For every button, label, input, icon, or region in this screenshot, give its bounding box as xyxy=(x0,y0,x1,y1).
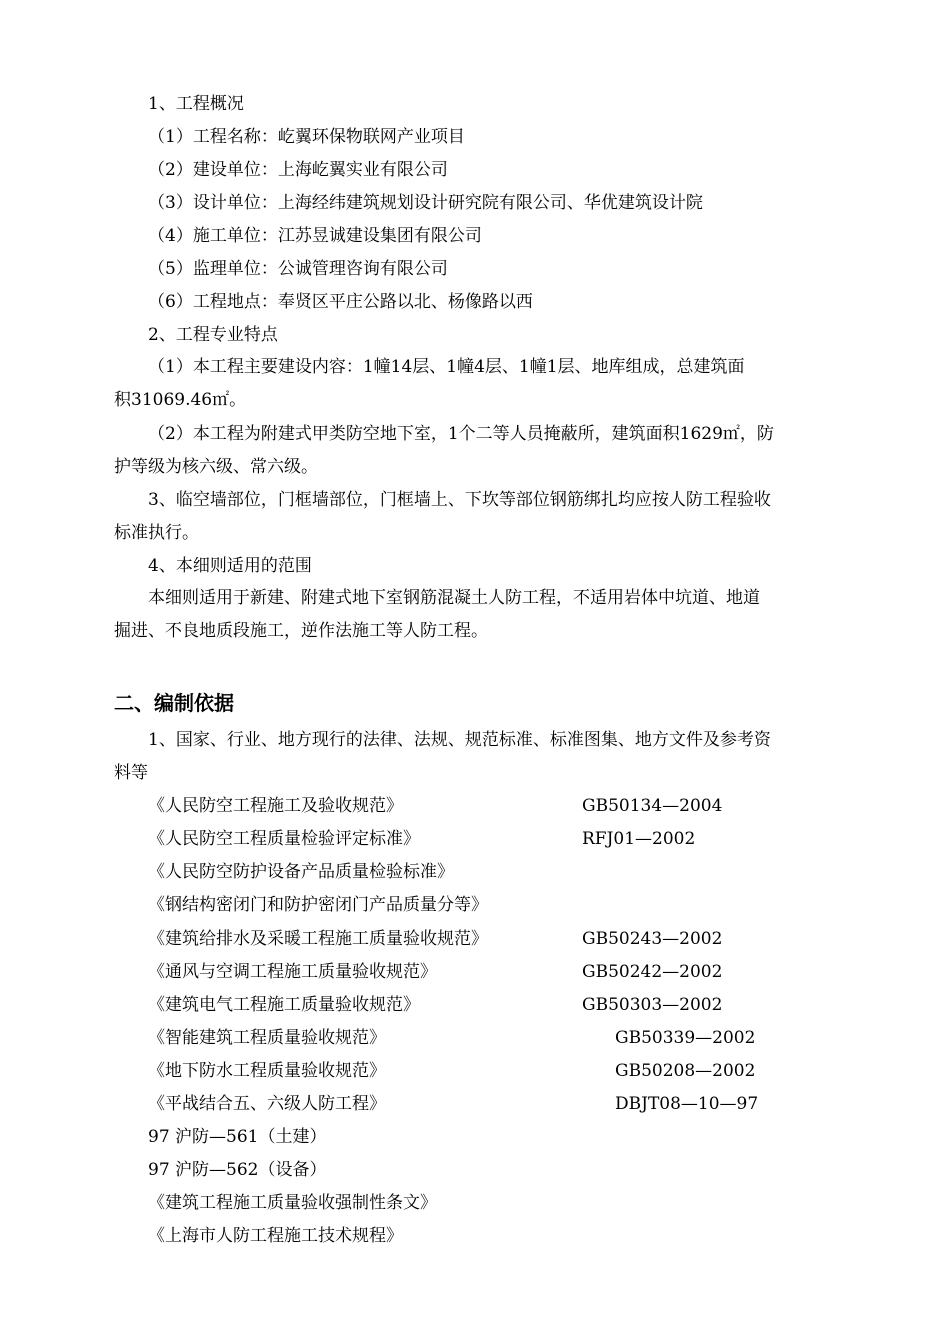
features-paragraph-2: （2）本工程为附建式甲类防空地下室，1个二等人员掩蔽所，建筑面积1629㎡，防 xyxy=(148,424,774,444)
overview-item: （4）施工单位：江苏昱诚建设集团有限公司 xyxy=(148,226,482,246)
scope-paragraph: 本细则适用于新建、附建式地下室钢筋混凝土人防工程，不适用岩体中坑道、地道 xyxy=(148,588,760,608)
standard-name: 《人民防空工程施工及验收规范》 xyxy=(148,796,403,816)
overview-item: （5）监理单位：公诚管理咨询有限公司 xyxy=(148,259,448,279)
section-title: 二、编制依据 xyxy=(114,691,234,715)
standard-code: GB50243—2002 xyxy=(582,929,723,949)
rebar-paragraph: 3、临空墙部位，门框墙部位，门框墙上、下坎等部位钢筋绑扎均应按人防工程验收 xyxy=(148,490,771,510)
standard-code: RFJ01—2002 xyxy=(582,829,696,849)
standard-name: 《地下防水工程质量验收规范》 xyxy=(148,1061,386,1081)
overview-item: （6）工程地点：奉贤区平庄公路以北、杨像路以西 xyxy=(148,292,533,312)
overview-item: （3）设计单位：上海经纬建筑规划设计研究院有限公司、华优建筑设计院 xyxy=(148,193,703,213)
standard-code: GB50134—2004 xyxy=(582,796,723,816)
standard-name: 《通风与空调工程施工质量验收规范》 xyxy=(148,962,437,982)
overview-heading: 1、工程概况 xyxy=(148,94,244,114)
standard-code: GB50208—2002 xyxy=(615,1061,756,1081)
standard-name: 《建筑电气工程施工质量验收规范》 xyxy=(148,995,420,1015)
rebar-paragraph-cont: 标准执行。 xyxy=(114,523,199,543)
standard-name: 《上海市人防工程施工技术规程》 xyxy=(148,1226,403,1246)
scope-paragraph-cont: 掘进、不良地质段施工，逆作法施工等人防工程。 xyxy=(114,621,488,641)
overview-item: （2）建设单位：上海屹翼实业有限公司 xyxy=(148,160,448,180)
standard-name: 《建筑给排水及采暖工程施工质量验收规范》 xyxy=(148,929,488,949)
features-paragraph-1-cont: 积31069.46㎡。 xyxy=(114,390,247,410)
standard-code: GB50339—2002 xyxy=(615,1028,756,1048)
standard-code: GB50242—2002 xyxy=(582,962,723,982)
basis-intro: 1、国家、行业、地方现行的法律、法规、规范标准、标准图集、地方文件及参考资 xyxy=(148,730,771,750)
standard-name: 《人民防空工程质量检验评定标准》 xyxy=(148,829,420,849)
standard-name: 《平战结合五、六级人防工程》 xyxy=(148,1094,386,1114)
standard-name: 《智能建筑工程质量验收规范》 xyxy=(148,1028,386,1048)
standard-name: 97 沪防—562（设备） xyxy=(148,1160,327,1180)
scope-heading: 4、本细则适用的范围 xyxy=(148,556,312,576)
overview-item: （1）工程名称：屹翼环保物联网产业项目 xyxy=(148,127,465,147)
standard-name: 《人民防空防护设备产品质量检验标准》 xyxy=(148,862,454,882)
features-paragraph-2-cont: 护等级为核六级、常六级。 xyxy=(114,457,318,477)
features-paragraph-1: （1）本工程主要建设内容：1幢14层、1幢4层、1幢1层、地库组成，总建筑面 xyxy=(148,357,745,377)
standard-code: GB50303—2002 xyxy=(582,995,723,1015)
features-heading: 2、工程专业特点 xyxy=(148,325,278,345)
basis-intro-cont: 料等 xyxy=(114,763,148,783)
standard-code: DBJT08—10—97 xyxy=(615,1094,759,1114)
standard-name: 97 沪防—561（土建） xyxy=(148,1127,327,1147)
standard-name: 《建筑工程施工质量验收强制性条文》 xyxy=(148,1193,437,1213)
standard-name: 《钢结构密闭门和防护密闭门产品质量分等》 xyxy=(148,895,488,915)
